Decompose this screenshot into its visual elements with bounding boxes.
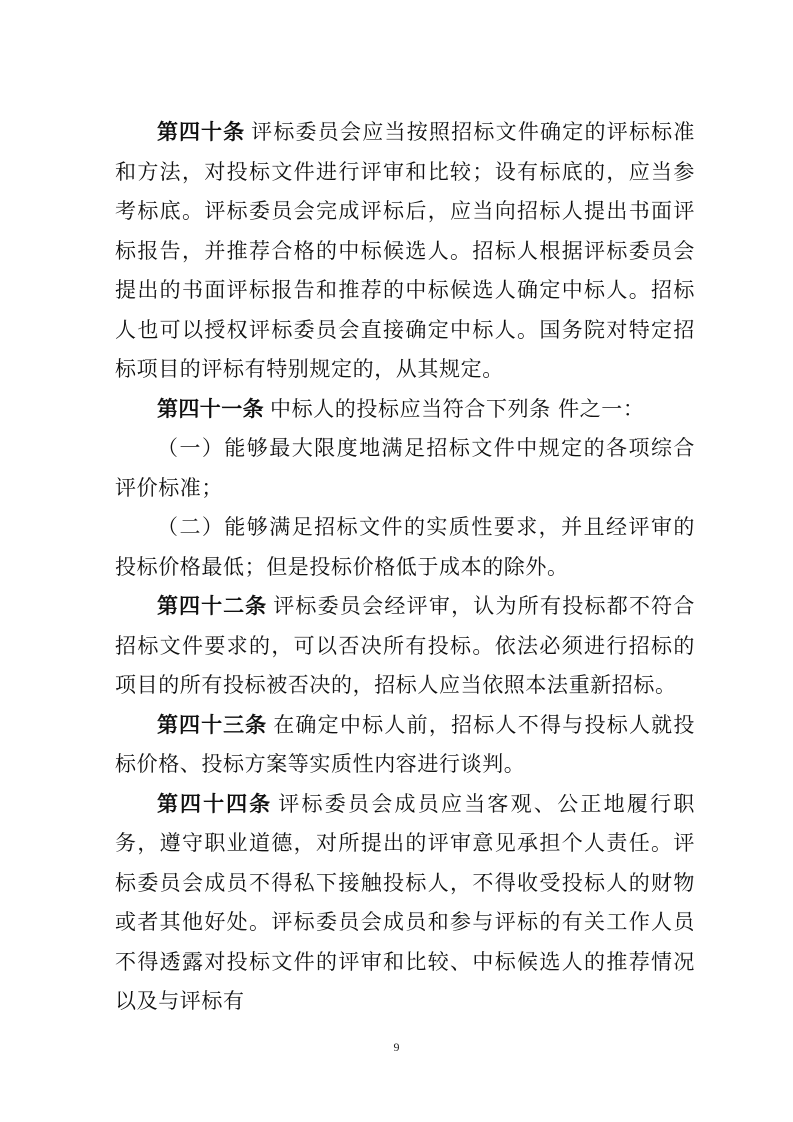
article-text: 评标委员会经评审，认为所有投标都不符合招标文件要求的，可以否决所有投标。依法必须进行招标的项目的所有投标被否决的，招标人应当依照本法重新招标。 (115, 594, 696, 697)
page-number: 9 (393, 1040, 400, 1054)
article-40 (115, 113, 695, 390)
article-text: 中标人的投标应当符合下列条 件之一： (270, 396, 645, 421)
item-text: （一）能够最大限度地满足招标文件中规定的各项综合评价标准； (115, 436, 695, 500)
article-41 (115, 390, 695, 430)
article-heading: 第四十一条 (157, 396, 264, 421)
article-43 (115, 706, 695, 785)
item-text: （二）能够满足招标文件的实质性要求，并且经评审的投标价格最低；但是投标价格低于成本的除外。 (115, 515, 695, 579)
article-heading: 第四十条 (157, 120, 246, 144)
article-heading: 第四十三条 (157, 712, 268, 737)
article-heading: 第四十二条 (157, 594, 268, 618)
article-heading: 第四十四条 (157, 791, 273, 816)
article-41-item-1 (115, 429, 695, 508)
article-42 (115, 587, 695, 706)
article-text: 评标委员会应当按照招标文件确定的评标标准和方法，对投标文件进行评审和比较；设有标底的，应当参考标底。评标委员会完成评标后，应当向招标人提出书面评标报告，并推荐合格的中标候选人。招标人根据评标委员会提出的书面评标报告和推荐的中标候选人确定中标人。招标人也可以授权评标委员会直接确定中标人。国务院对特定招标项目的评标有特别规定的，从其规定。 (115, 120, 695, 381)
article-41-item-2 (115, 508, 695, 587)
article-text: 评标委员会成员应当客观、公正地履行职务，遵守职业道德，对所提出的评审意见承担个人责任。评标委员会成员不得私下接触投标人，不得收受投标人的财物或者其他好处。评标委员会成员和参与评标的有关工作人员不得透露对投标文件的评审和比较、中标候选人的推荐情况以及与评标有 (115, 791, 695, 1013)
document-body (115, 113, 695, 1022)
article-text: 在确定中标人前，招标人不得与投标人就投标价格、投标方案等实质性内容进行谈判。 (115, 712, 696, 776)
article-44 (115, 785, 695, 1022)
